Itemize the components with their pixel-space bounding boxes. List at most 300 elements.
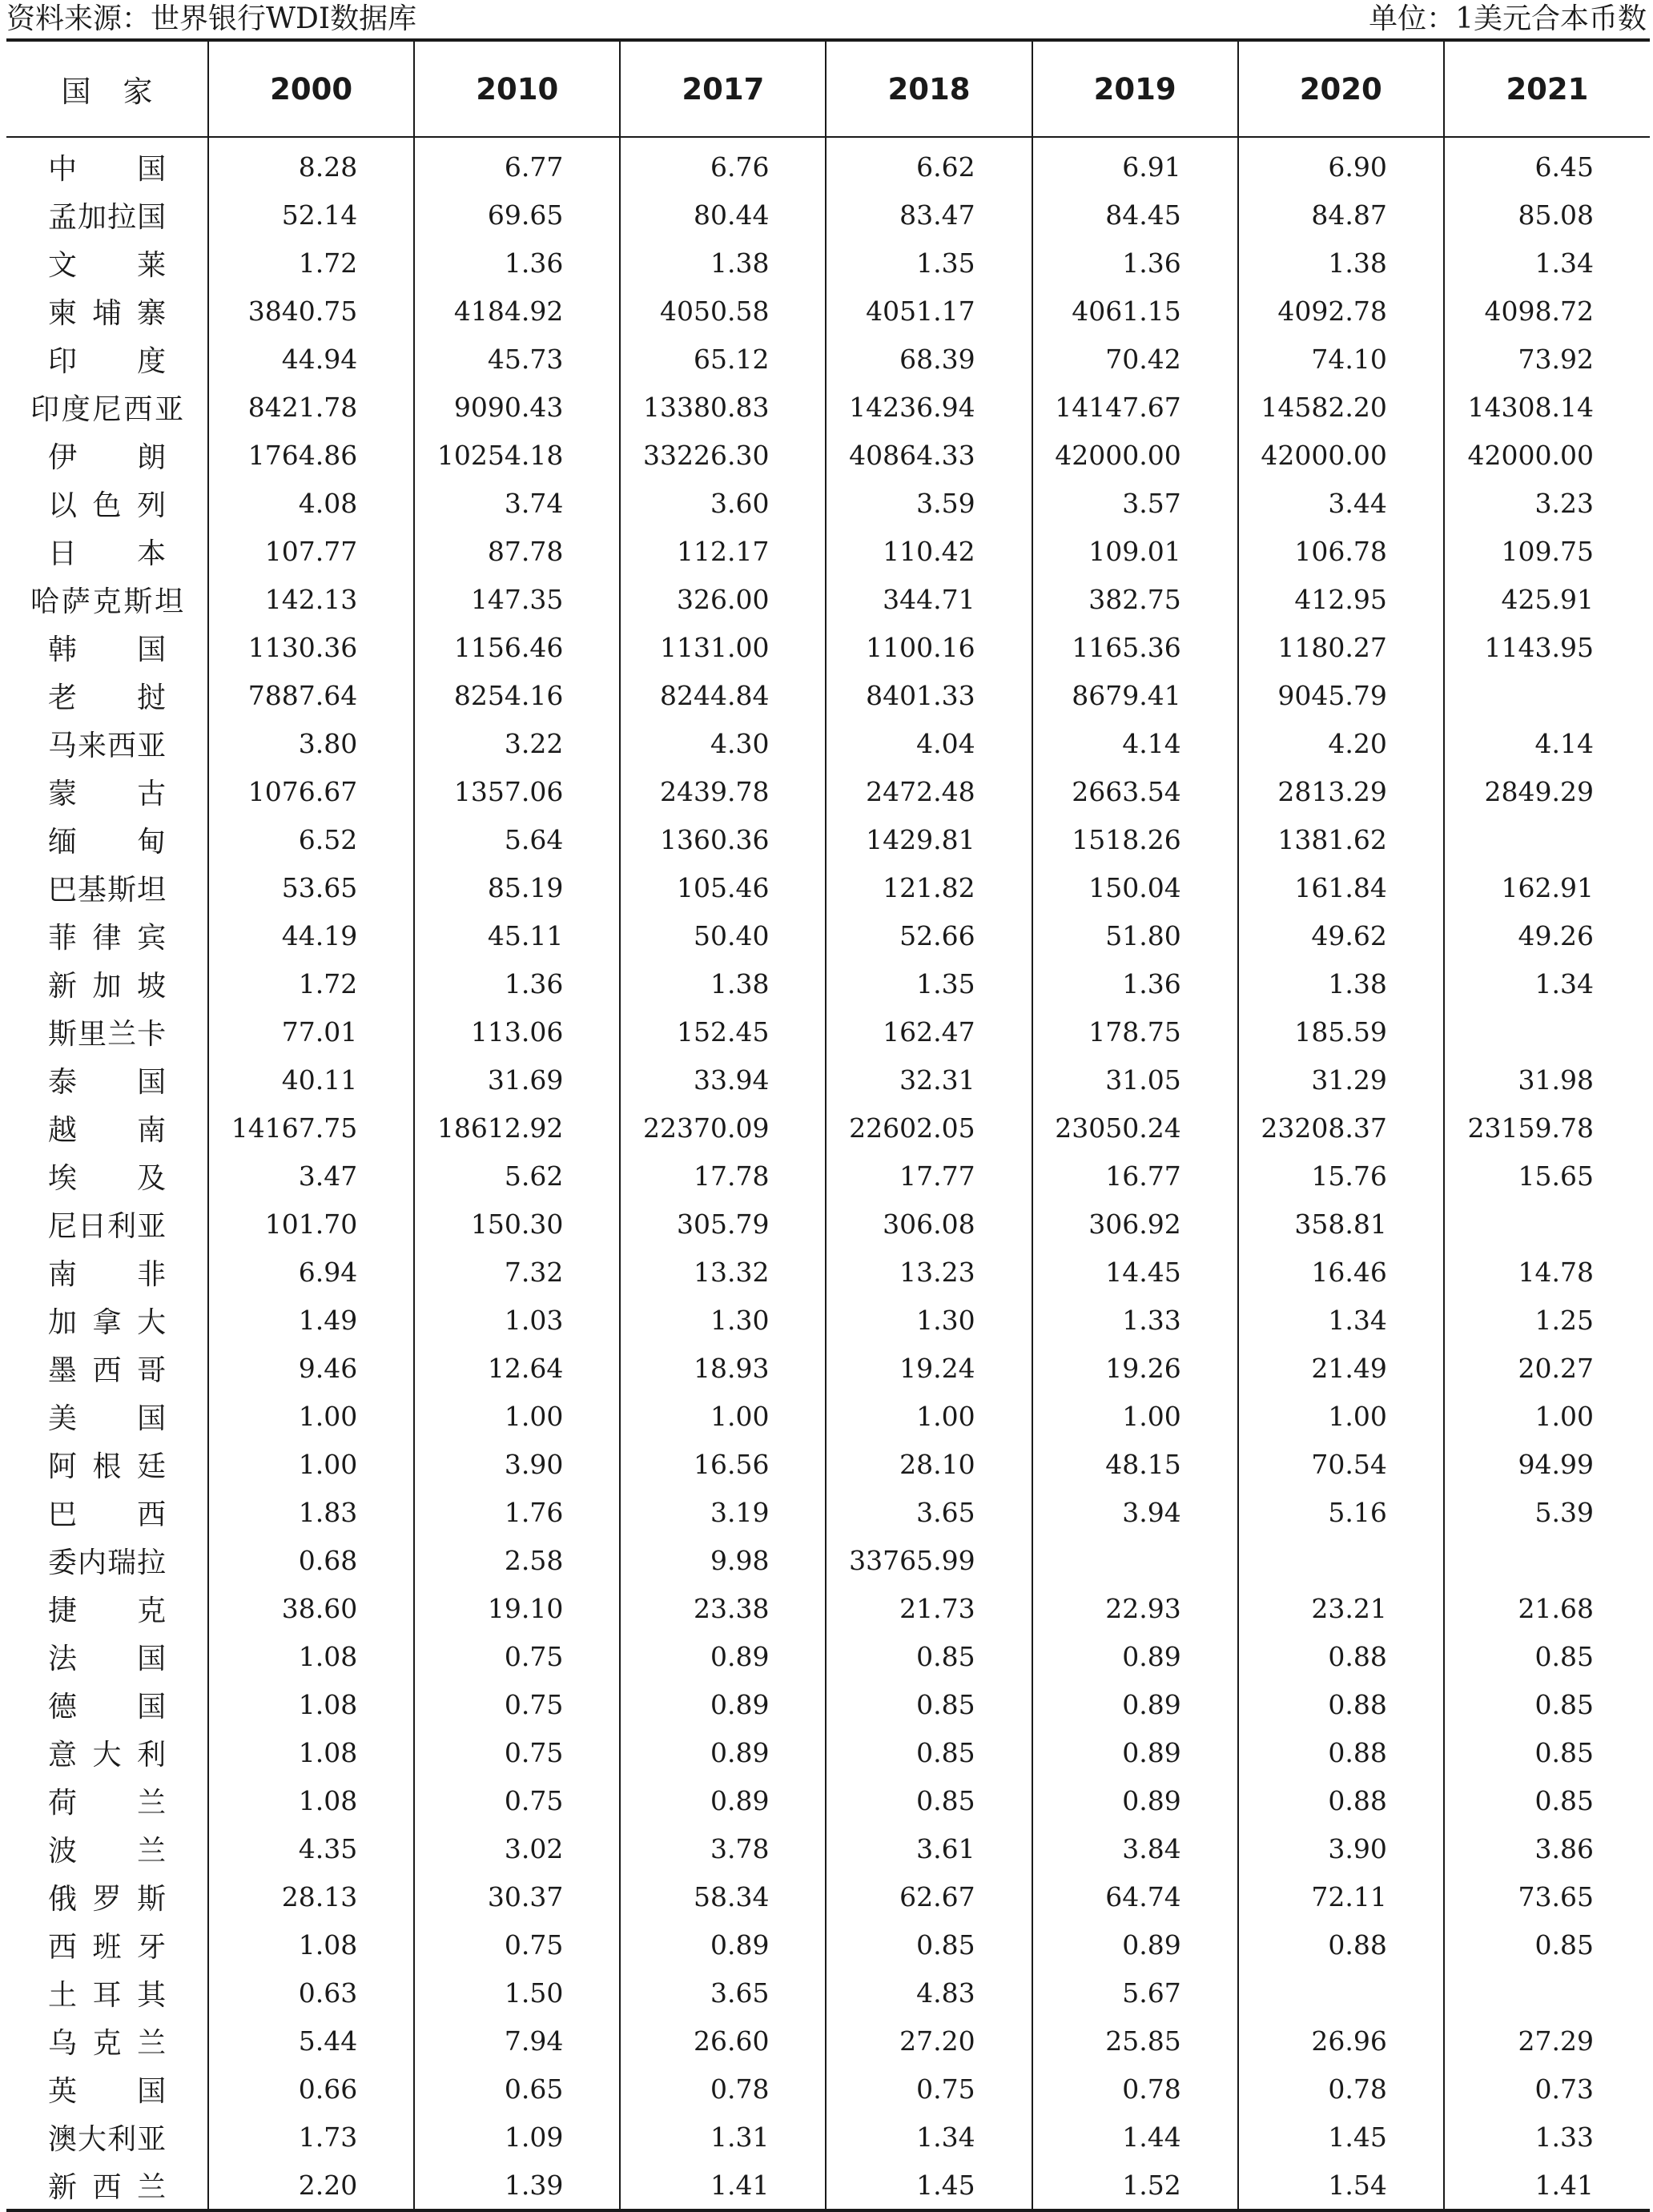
- value-cell: 306.08: [826, 1200, 1032, 1248]
- value-cell: 9045.79: [1238, 671, 1444, 719]
- value-cell: 58.34: [620, 1872, 826, 1920]
- value-cell: 0.88: [1238, 1920, 1444, 1969]
- value-cell: 1.36: [1032, 239, 1238, 287]
- country-cell: 越南: [48, 1113, 167, 1147]
- country-cell: 老挝: [48, 681, 167, 714]
- value-cell: 70.42: [1032, 335, 1238, 383]
- value-cell: 4.08: [208, 479, 414, 527]
- value-cell: 4061.15: [1032, 287, 1238, 335]
- value-cell: 9.46: [208, 1344, 414, 1392]
- value-cell: 1.49: [208, 1296, 414, 1344]
- table-row: [6, 719, 1650, 767]
- value-cell: 44.94: [208, 335, 414, 383]
- value-cell: 3.84: [1032, 1824, 1238, 1872]
- table-row: [6, 767, 1650, 815]
- table-row: [6, 959, 1650, 1007]
- value-cell: 38.60: [208, 1584, 414, 1632]
- value-cell: 1.41: [620, 2161, 826, 2210]
- value-cell: 0.88: [1238, 1776, 1444, 1824]
- table-row: [6, 1152, 1650, 1200]
- table-row: [6, 137, 1650, 191]
- value-cell: 7.32: [414, 1248, 620, 1296]
- value-cell: 109.75: [1444, 527, 1650, 575]
- unit-note: 单位：1美元合本币数: [1369, 2, 1647, 35]
- value-cell: 1518.26: [1032, 815, 1238, 863]
- value-cell: 1.00: [620, 1392, 826, 1440]
- value-cell: 23159.78: [1444, 1104, 1650, 1152]
- value-cell: 3.23: [1444, 479, 1650, 527]
- value-cell: 19.26: [1032, 1344, 1238, 1392]
- value-cell: 1.38: [1238, 239, 1444, 287]
- data-source-note: 资料来源：世界银行WDI数据库: [6, 2, 417, 35]
- country-cell: 印度尼西亚: [30, 392, 184, 426]
- value-cell: 3.02: [414, 1824, 620, 1872]
- value-cell: 1360.36: [620, 815, 826, 863]
- value-cell: 42000.00: [1444, 431, 1650, 479]
- table-row: [6, 1824, 1650, 1872]
- value-cell: 106.78: [1238, 527, 1444, 575]
- value-cell: 1357.06: [414, 767, 620, 815]
- value-cell: 1.34: [826, 2113, 1032, 2161]
- table-row: [6, 2113, 1650, 2161]
- value-cell: 1.30: [826, 1296, 1032, 1344]
- table-row: [6, 1728, 1650, 1776]
- value-cell: 7887.64: [208, 671, 414, 719]
- value-cell: 12.64: [414, 1344, 620, 1392]
- value-cell: 1076.67: [208, 767, 414, 815]
- value-cell: 49.62: [1238, 911, 1444, 959]
- value-cell: 1.45: [1238, 2113, 1444, 2161]
- value-cell: [1032, 1536, 1238, 1584]
- value-cell: 84.45: [1032, 191, 1238, 239]
- value-cell: 161.84: [1238, 863, 1444, 911]
- value-cell: 13380.83: [620, 383, 826, 431]
- value-cell: 51.80: [1032, 911, 1238, 959]
- value-cell: 23208.37: [1238, 1104, 1444, 1152]
- value-cell: 65.12: [620, 335, 826, 383]
- value-cell: 9.98: [620, 1536, 826, 1584]
- value-cell: 344.71: [826, 575, 1032, 623]
- value-cell: 0.78: [1032, 2065, 1238, 2113]
- exchange-rate-table: [6, 38, 1650, 2212]
- value-cell: 0.89: [620, 1632, 826, 1680]
- value-cell: 16.46: [1238, 1248, 1444, 1296]
- country-cell: 巴基斯坦: [48, 873, 167, 907]
- value-cell: 1.73: [208, 2113, 414, 2161]
- table-row: [6, 1920, 1650, 1969]
- value-cell: 17.77: [826, 1152, 1032, 1200]
- value-cell: 2439.78: [620, 767, 826, 815]
- value-cell: 4.20: [1238, 719, 1444, 767]
- value-cell: 0.85: [826, 1632, 1032, 1680]
- value-cell: 77.01: [208, 1007, 414, 1056]
- table-row: [6, 1056, 1650, 1104]
- value-cell: 21.73: [826, 1584, 1032, 1632]
- value-cell: 113.06: [414, 1007, 620, 1056]
- value-cell: 0.65: [414, 2065, 620, 2113]
- country-cell: 捷克: [48, 1594, 167, 1627]
- country-cell: 俄罗斯: [48, 1882, 167, 1916]
- value-cell: 4.30: [620, 719, 826, 767]
- year-column-header: 2018: [826, 40, 1032, 137]
- value-cell: 13.32: [620, 1248, 826, 1296]
- country-cell: 南非: [48, 1257, 167, 1291]
- table-row: [6, 287, 1650, 335]
- table-row: [6, 1776, 1650, 1824]
- value-cell: 101.70: [208, 1200, 414, 1248]
- table-row: [6, 623, 1650, 671]
- country-cell: 泰国: [48, 1065, 167, 1099]
- value-cell: 4098.72: [1444, 287, 1650, 335]
- value-cell: 85.19: [414, 863, 620, 911]
- country-cell: 澳大利亚: [48, 2122, 167, 2156]
- value-cell: 80.44: [620, 191, 826, 239]
- value-cell: 87.78: [414, 527, 620, 575]
- country-cell: 新西兰: [48, 2170, 167, 2204]
- value-cell: 0.85: [1444, 1680, 1650, 1728]
- value-cell: 150.30: [414, 1200, 620, 1248]
- value-cell: 2849.29: [1444, 767, 1650, 815]
- country-cell: 尼日利亚: [48, 1209, 167, 1243]
- value-cell: 0.75: [826, 2065, 1032, 2113]
- value-cell: 147.35: [414, 575, 620, 623]
- value-cell: 0.89: [620, 1920, 826, 1969]
- value-cell: 1.36: [414, 959, 620, 1007]
- value-cell: 1.38: [1238, 959, 1444, 1007]
- country-cell: 法国: [48, 1642, 167, 1675]
- value-cell: 0.73: [1444, 2065, 1650, 2113]
- value-cell: 1.38: [620, 239, 826, 287]
- value-cell: 19.24: [826, 1344, 1032, 1392]
- value-cell: 27.29: [1444, 2017, 1650, 2065]
- value-cell: 162.47: [826, 1007, 1032, 1056]
- value-cell: 1.36: [414, 239, 620, 287]
- value-cell: 3.90: [414, 1440, 620, 1488]
- value-cell: 3.22: [414, 719, 620, 767]
- value-cell: 14.45: [1032, 1248, 1238, 1296]
- value-cell: 10254.18: [414, 431, 620, 479]
- value-cell: 1.08: [208, 1920, 414, 1969]
- country-cell: 意大利: [48, 1738, 167, 1772]
- table-row: [6, 527, 1650, 575]
- value-cell: 1.25: [1444, 1296, 1650, 1344]
- value-cell: 42000.00: [1238, 431, 1444, 479]
- value-cell: 14147.67: [1032, 383, 1238, 431]
- country-cell: 马来西亚: [48, 729, 167, 762]
- value-cell: 121.82: [826, 863, 1032, 911]
- table-row: [6, 1248, 1650, 1296]
- value-cell: [1444, 1969, 1650, 2017]
- value-cell: 23050.24: [1032, 1104, 1238, 1152]
- value-cell: 142.13: [208, 575, 414, 623]
- value-cell: 109.01: [1032, 527, 1238, 575]
- value-cell: 14236.94: [826, 383, 1032, 431]
- value-cell: 1.03: [414, 1296, 620, 1344]
- country-column-header: 国家: [6, 40, 208, 137]
- value-cell: 1.31: [620, 2113, 826, 2161]
- year-column-header: 2020: [1238, 40, 1444, 137]
- value-cell: 8679.41: [1032, 671, 1238, 719]
- value-cell: 4.14: [1032, 719, 1238, 767]
- value-cell: 31.98: [1444, 1056, 1650, 1104]
- value-cell: 3.44: [1238, 479, 1444, 527]
- value-cell: [1238, 1536, 1444, 1584]
- value-cell: 85.08: [1444, 191, 1650, 239]
- value-cell: 22370.09: [620, 1104, 826, 1152]
- value-cell: 69.65: [414, 191, 620, 239]
- value-cell: 0.75: [414, 1920, 620, 1969]
- value-cell: 1.45: [826, 2161, 1032, 2210]
- value-cell: 4.35: [208, 1824, 414, 1872]
- value-cell: 6.52: [208, 815, 414, 863]
- value-cell: 0.85: [826, 1680, 1032, 1728]
- table-row: [6, 1440, 1650, 1488]
- value-cell: 26.60: [620, 2017, 826, 2065]
- value-cell: 3.59: [826, 479, 1032, 527]
- value-cell: 53.65: [208, 863, 414, 911]
- table-row: [6, 335, 1650, 383]
- table-row: [6, 2065, 1650, 2113]
- value-cell: 48.15: [1032, 1440, 1238, 1488]
- value-cell: [1444, 671, 1650, 719]
- value-cell: 1.00: [208, 1440, 414, 1488]
- year-column-header: 2019: [1032, 40, 1238, 137]
- value-cell: 1381.62: [1238, 815, 1444, 863]
- value-cell: 62.67: [826, 1872, 1032, 1920]
- table-row: [6, 479, 1650, 527]
- value-cell: 8401.33: [826, 671, 1032, 719]
- value-cell: 0.75: [414, 1632, 620, 1680]
- value-cell: 40.11: [208, 1056, 414, 1104]
- value-cell: 150.04: [1032, 863, 1238, 911]
- value-cell: 425.91: [1444, 575, 1650, 623]
- value-cell: 0.78: [1238, 2065, 1444, 2113]
- value-cell: [1444, 1536, 1650, 1584]
- value-cell: 1165.36: [1032, 623, 1238, 671]
- value-cell: 73.65: [1444, 1872, 1650, 1920]
- value-cell: [1444, 1007, 1650, 1056]
- value-cell: 16.56: [620, 1440, 826, 1488]
- value-cell: 8254.16: [414, 671, 620, 719]
- value-cell: 40864.33: [826, 431, 1032, 479]
- value-cell: 73.92: [1444, 335, 1650, 383]
- value-cell: 23.38: [620, 1584, 826, 1632]
- table-row: [6, 2017, 1650, 2065]
- value-cell: 0.89: [1032, 1728, 1238, 1776]
- table-meta: [0, 0, 1653, 38]
- value-cell: 1.52: [1032, 2161, 1238, 2210]
- country-cell: 伊朗: [48, 440, 167, 474]
- value-cell: 0.85: [826, 1920, 1032, 1969]
- value-cell: [1444, 1200, 1650, 1248]
- value-cell: 0.89: [1032, 1632, 1238, 1680]
- value-cell: 1.44: [1032, 2113, 1238, 2161]
- value-cell: 305.79: [620, 1200, 826, 1248]
- table-row: [6, 671, 1650, 719]
- value-cell: 33765.99: [826, 1536, 1032, 1584]
- value-cell: 4.83: [826, 1969, 1032, 2017]
- value-cell: 4.14: [1444, 719, 1650, 767]
- value-cell: 3.65: [826, 1488, 1032, 1536]
- table-row: [6, 1488, 1650, 1536]
- year-column-header: 2017: [620, 40, 826, 137]
- value-cell: 1429.81: [826, 815, 1032, 863]
- value-cell: 0.85: [826, 1728, 1032, 1776]
- value-cell: 1.54: [1238, 2161, 1444, 2210]
- country-cell: 文莱: [48, 248, 167, 282]
- country-cell: 斯里兰卡: [48, 1017, 167, 1051]
- value-cell: 1.38: [620, 959, 826, 1007]
- country-cell: 缅甸: [48, 825, 167, 859]
- value-cell: 0.75: [414, 1728, 620, 1776]
- value-cell: 17.78: [620, 1152, 826, 1200]
- value-cell: 3.90: [1238, 1824, 1444, 1872]
- value-cell: 74.10: [1238, 335, 1444, 383]
- value-cell: 33.94: [620, 1056, 826, 1104]
- value-cell: 2813.29: [1238, 767, 1444, 815]
- value-cell: 28.10: [826, 1440, 1032, 1488]
- country-cell: 美国: [48, 1402, 167, 1435]
- value-cell: 42000.00: [1032, 431, 1238, 479]
- value-cell: 1.08: [208, 1632, 414, 1680]
- value-cell: 8421.78: [208, 383, 414, 431]
- value-cell: 31.05: [1032, 1056, 1238, 1104]
- value-cell: 50.40: [620, 911, 826, 959]
- table-row: [6, 1872, 1650, 1920]
- country-cell: 委内瑞拉: [48, 1546, 167, 1579]
- value-cell: 1156.46: [414, 623, 620, 671]
- value-cell: 14308.14: [1444, 383, 1650, 431]
- value-cell: 5.16: [1238, 1488, 1444, 1536]
- value-cell: 3.74: [414, 479, 620, 527]
- table-row: [6, 1200, 1650, 1248]
- value-cell: 1.08: [208, 1728, 414, 1776]
- value-cell: 49.26: [1444, 911, 1650, 959]
- value-cell: 1.83: [208, 1488, 414, 1536]
- value-cell: 185.59: [1238, 1007, 1444, 1056]
- value-cell: 1.00: [1238, 1392, 1444, 1440]
- value-cell: 4184.92: [414, 287, 620, 335]
- value-cell: 22.93: [1032, 1584, 1238, 1632]
- value-cell: 83.47: [826, 191, 1032, 239]
- value-cell: 0.85: [1444, 1776, 1650, 1824]
- value-cell: 4.04: [826, 719, 1032, 767]
- value-cell: 0.89: [620, 1776, 826, 1824]
- value-cell: 0.88: [1238, 1632, 1444, 1680]
- value-cell: 1.00: [826, 1392, 1032, 1440]
- value-cell: 31.29: [1238, 1056, 1444, 1104]
- value-cell: 1.72: [208, 959, 414, 1007]
- value-cell: 13.23: [826, 1248, 1032, 1296]
- value-cell: 4092.78: [1238, 287, 1444, 335]
- value-cell: 72.11: [1238, 1872, 1444, 1920]
- value-cell: 2.20: [208, 2161, 414, 2210]
- value-cell: 3.78: [620, 1824, 826, 1872]
- value-cell: 152.45: [620, 1007, 826, 1056]
- value-cell: 1.08: [208, 1776, 414, 1824]
- value-cell: 30.37: [414, 1872, 620, 1920]
- value-cell: 1.50: [414, 1969, 620, 2017]
- value-cell: 6.62: [826, 137, 1032, 191]
- value-cell: 26.96: [1238, 2017, 1444, 2065]
- value-cell: 382.75: [1032, 575, 1238, 623]
- value-cell: 8244.84: [620, 671, 826, 719]
- country-cell: 巴西: [48, 1498, 167, 1531]
- value-cell: 6.91: [1032, 137, 1238, 191]
- country-cell: 蒙古: [48, 777, 167, 810]
- value-cell: 5.62: [414, 1152, 620, 1200]
- value-cell: 3.65: [620, 1969, 826, 2017]
- value-cell: 7.94: [414, 2017, 620, 2065]
- header-row: [6, 40, 1650, 137]
- value-cell: 9090.43: [414, 383, 620, 431]
- table-row: [6, 191, 1650, 239]
- value-cell: 28.13: [208, 1872, 414, 1920]
- value-cell: 25.85: [1032, 2017, 1238, 2065]
- value-cell: 15.76: [1238, 1152, 1444, 1200]
- value-cell: 0.85: [1444, 1920, 1650, 1969]
- value-cell: 4050.58: [620, 287, 826, 335]
- value-cell: 21.68: [1444, 1584, 1650, 1632]
- value-cell: 6.45: [1444, 137, 1650, 191]
- table-row: [6, 1007, 1650, 1056]
- value-cell: 0.63: [208, 1969, 414, 2017]
- value-cell: 107.77: [208, 527, 414, 575]
- value-cell: 1.33: [1444, 2113, 1650, 2161]
- value-cell: 22602.05: [826, 1104, 1032, 1152]
- value-cell: 1.30: [620, 1296, 826, 1344]
- value-cell: 18612.92: [414, 1104, 620, 1152]
- value-cell: 412.95: [1238, 575, 1444, 623]
- value-cell: 5.44: [208, 2017, 414, 2065]
- value-cell: 70.54: [1238, 1440, 1444, 1488]
- value-cell: 2.58: [414, 1536, 620, 1584]
- country-cell: 墨西哥: [48, 1353, 167, 1387]
- table-row: [6, 911, 1650, 959]
- country-cell: 土耳其: [48, 1978, 167, 2012]
- value-cell: 1.34: [1444, 239, 1650, 287]
- value-cell: 0.85: [1444, 1632, 1650, 1680]
- value-cell: 110.42: [826, 527, 1032, 575]
- table-row: [6, 1584, 1650, 1632]
- value-cell: 178.75: [1032, 1007, 1238, 1056]
- value-cell: 1.39: [414, 2161, 620, 2210]
- value-cell: 16.77: [1032, 1152, 1238, 1200]
- value-cell: 5.67: [1032, 1969, 1238, 2017]
- value-cell: 105.46: [620, 863, 826, 911]
- country-cell: 荷兰: [48, 1786, 167, 1820]
- table-row: [6, 1104, 1650, 1152]
- value-cell: 1180.27: [1238, 623, 1444, 671]
- table-row: [6, 239, 1650, 287]
- value-cell: 1.34: [1444, 959, 1650, 1007]
- value-cell: 1.72: [208, 239, 414, 287]
- value-cell: 31.69: [414, 1056, 620, 1104]
- value-cell: 94.99: [1444, 1440, 1650, 1488]
- country-cell: 菲律宾: [48, 921, 167, 955]
- value-cell: 0.89: [620, 1728, 826, 1776]
- value-cell: 0.88: [1238, 1680, 1444, 1728]
- value-cell: 3.94: [1032, 1488, 1238, 1536]
- value-cell: 1.00: [208, 1392, 414, 1440]
- value-cell: 1.08: [208, 1680, 414, 1728]
- value-cell: 45.73: [414, 335, 620, 383]
- value-cell: 5.64: [414, 815, 620, 863]
- table-row: [6, 815, 1650, 863]
- value-cell: 3.60: [620, 479, 826, 527]
- year-column-header: 2021: [1444, 40, 1650, 137]
- value-cell: 14582.20: [1238, 383, 1444, 431]
